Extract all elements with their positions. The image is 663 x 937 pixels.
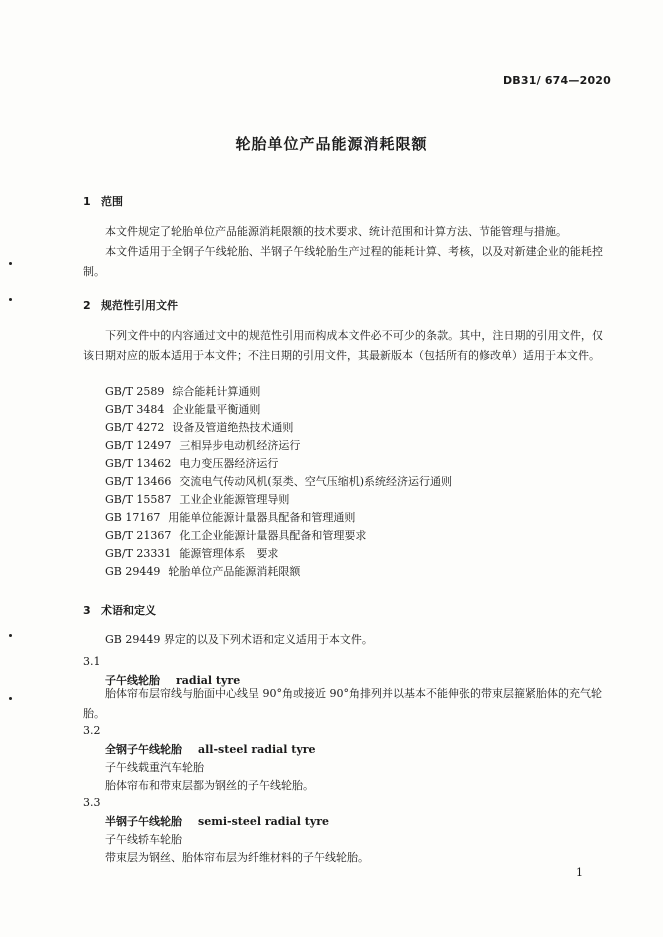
standard-code: DB31/ 674—2020 <box>502 74 611 87</box>
section-title: 规范性引用文件 <box>101 299 178 312</box>
section-2-intro <box>83 326 603 366</box>
scan-speck <box>9 262 12 265</box>
section-1-heading <box>83 193 123 209</box>
section-number: 3 <box>83 604 91 617</box>
term-chinese: 子午线轮胎 <box>105 674 160 687</box>
reference-item <box>105 527 452 545</box>
reference-code: GB/T 13466 <box>105 475 172 488</box>
reference-title: 三相异步电动机经济运行 <box>179 439 301 452</box>
reference-code: GB 17167 <box>105 511 161 524</box>
paragraph-text: GB 29449 界定的以及下列术语和定义适用于本文件。 <box>105 633 373 646</box>
reference-code: GB/T 3484 <box>105 403 165 416</box>
reference-code: GB/T 13462 <box>105 457 172 470</box>
term-number: 3.2 <box>83 724 101 737</box>
reference-item <box>105 437 452 455</box>
term-alias: 子午线载重汽车轮胎 <box>105 761 204 774</box>
definition-text: 胎体帘布层帘线与胎面中心线呈 90°角或接近 90°角排列并以基本不能伸张的带束层箍紧胎体的充气轮胎。 <box>83 687 602 720</box>
scan-speck <box>9 697 12 700</box>
section-2-heading <box>83 297 178 313</box>
reference-title: 综合能耗计算通则 <box>172 385 261 398</box>
term-entry <box>105 741 316 757</box>
paragraph-text: 本文件规定了轮胎单位产品能源消耗限额的技术要求、统计范围和计算方法、节能管理与措施。 <box>105 225 567 238</box>
section-1-paragraph-2 <box>83 242 603 282</box>
reference-code: GB 29449 <box>105 565 161 578</box>
page-number: 1 <box>576 866 583 879</box>
term-entry <box>105 813 329 829</box>
section-title: 术语和定义 <box>101 604 156 617</box>
document-title: 轮胎单位产品能源消耗限额 <box>235 135 428 153</box>
term-chinese: 全钢子午线轮胎 <box>105 743 182 756</box>
section-number: 2 <box>83 299 91 312</box>
term-definition: 带束层为钢丝、胎体帘布层为纤维材料的子午线轮胎。 <box>105 851 369 864</box>
section-title: 范围 <box>101 195 123 208</box>
section-1-paragraph-1 <box>83 222 603 242</box>
reference-code: GB/T 15587 <box>105 493 172 506</box>
term-definition: 胎体帘布和带束层都为钢丝的子午线轮胎。 <box>105 779 314 792</box>
scan-speck <box>9 634 12 637</box>
section-number: 1 <box>83 195 91 208</box>
paragraph-text: 下列文件中的内容通过文中的规范性引用而构成本文件必不可少的条款。其中，注日期的引用文件，仅该日期对应的版本适用于本文件；不注日期的引用文件，其最新版本（包括所有的修改单）适用于本文件。 <box>83 329 603 362</box>
term-chinese: 半钢子午线轮胎 <box>105 815 182 828</box>
reference-code: GB/T 4272 <box>105 421 165 434</box>
paragraph-text: 本文件适用于全钢子午线轮胎、半钢子午线轮胎生产过程的能耗计算、考核，以及对新建企业的能耗控制。 <box>83 245 603 278</box>
reference-title: 企业能量平衡通则 <box>172 403 261 416</box>
reference-title: 电力变压器经济运行 <box>179 457 279 470</box>
reference-item <box>105 509 452 527</box>
scan-speck <box>9 298 12 301</box>
reference-title: 轮胎单位产品能源消耗限额 <box>168 565 301 578</box>
section-3-intro <box>83 630 603 650</box>
reference-item <box>105 419 452 437</box>
term-definition <box>83 684 603 724</box>
term-english: radial tyre <box>176 674 241 687</box>
reference-title: 化工企业能源计量器具配备和管理要求 <box>179 529 367 542</box>
reference-item <box>105 491 452 509</box>
reference-code: GB/T 21367 <box>105 529 172 542</box>
reference-item <box>105 473 452 491</box>
term-english: semi-steel radial tyre <box>198 815 330 828</box>
reference-code: GB/T 12497 <box>105 439 172 452</box>
reference-title: 能源管理体系 要求 <box>179 547 279 560</box>
reference-code: GB/T 2589 <box>105 385 165 398</box>
reference-code: GB/T 23331 <box>105 547 172 560</box>
reference-item <box>105 545 452 563</box>
reference-item <box>105 455 452 473</box>
reference-title: 工业企业能源管理导则 <box>179 493 290 506</box>
reference-title: 交流电气传动风机(泵类、空气压缩机)系统经济运行通则 <box>179 475 452 488</box>
section-3-heading <box>83 602 156 618</box>
term-english: all-steel radial tyre <box>198 743 316 756</box>
reference-title: 设备及管道绝热技术通则 <box>172 421 294 434</box>
reference-item <box>105 401 452 419</box>
term-alias: 子午线轿车轮胎 <box>105 833 182 846</box>
term-number: 3.3 <box>83 796 101 809</box>
reference-item <box>105 563 452 581</box>
term-number: 3.1 <box>83 655 101 668</box>
normative-reference-list <box>105 383 452 581</box>
reference-title: 用能单位能源计量器具配备和管理通则 <box>168 511 356 524</box>
reference-item <box>105 383 452 401</box>
